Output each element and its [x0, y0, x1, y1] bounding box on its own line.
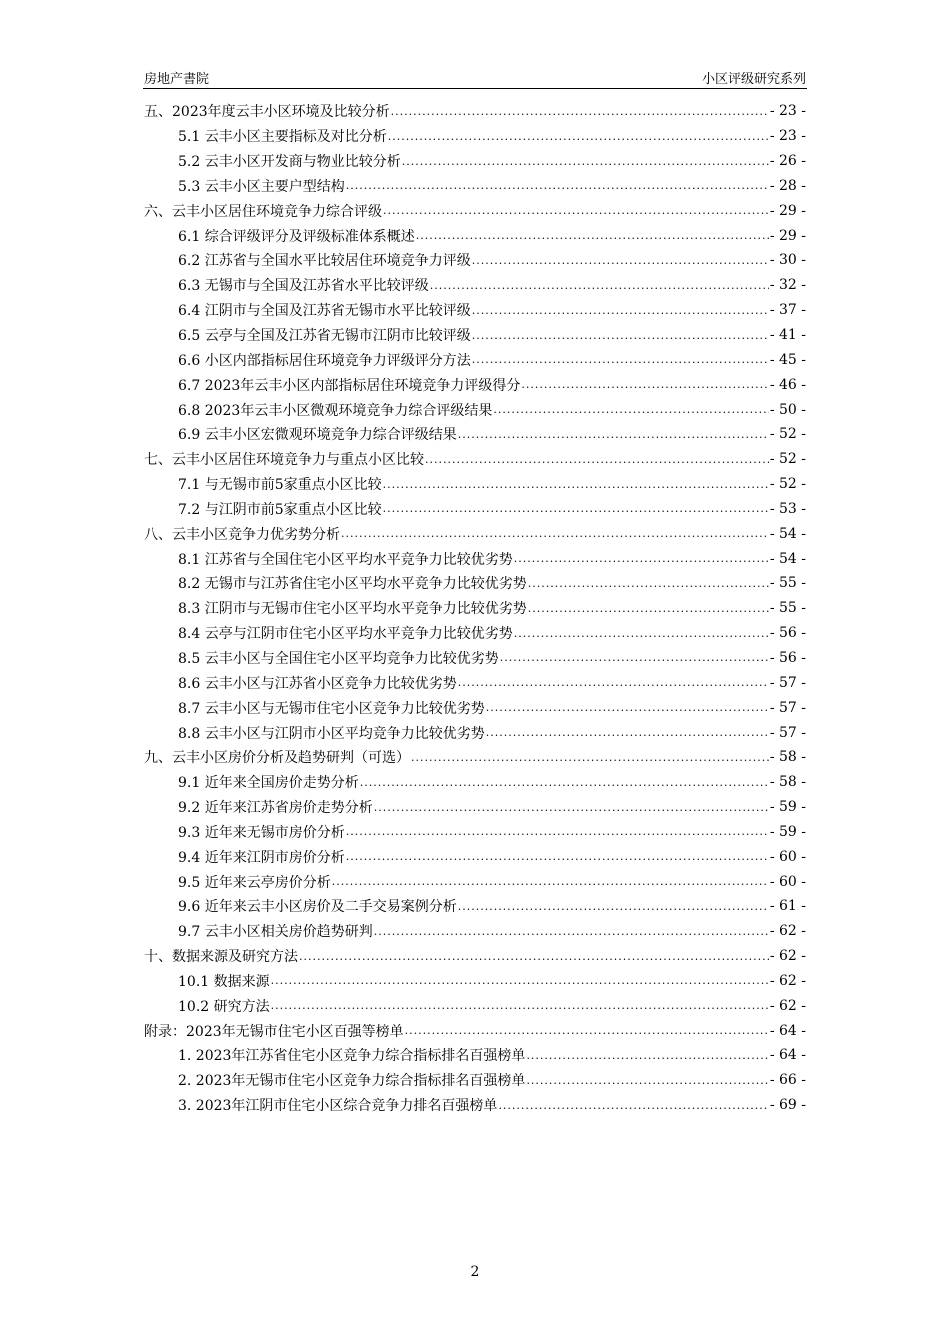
- toc-section-entry[interactable]: [144, 1068, 806, 1093]
- toc-section-entry[interactable]: [144, 621, 806, 646]
- dot-leader: [521, 378, 768, 391]
- toc-section-entry[interactable]: [144, 770, 806, 795]
- toc-entry-page: - 57 -: [769, 674, 806, 691]
- toc-entry-title: 附录：2023年无锡市住宅小区百强等榜单: [144, 1023, 404, 1040]
- toc-entry-page: - 64 -: [769, 1047, 806, 1064]
- dot-leader: [299, 950, 769, 963]
- toc-section-entry[interactable]: [144, 174, 806, 199]
- toc-entry-page: - 55 -: [769, 575, 806, 592]
- toc-section-entry[interactable]: [144, 124, 806, 149]
- toc-entry-page: - 32 -: [769, 277, 806, 294]
- dot-leader: [526, 1074, 768, 1087]
- toc-chapter-entry[interactable]: [144, 99, 806, 124]
- toc-entry-title: 10.1 数据来源: [178, 973, 270, 990]
- toc-section-entry[interactable]: [144, 497, 806, 522]
- toc-entry-page: - 50 -: [769, 401, 806, 418]
- toc-chapter-entry[interactable]: [144, 447, 806, 472]
- dot-leader: [346, 825, 769, 838]
- dot-leader: [271, 974, 769, 987]
- toc-section-entry[interactable]: [144, 720, 806, 745]
- toc-section-entry[interactable]: [144, 546, 806, 571]
- toc-entry-page: - 57 -: [769, 699, 806, 716]
- toc-section-entry[interactable]: [144, 670, 806, 695]
- toc-section-entry[interactable]: [144, 397, 806, 422]
- toc-entry-page: - 23 -: [769, 103, 806, 120]
- toc-section-entry[interactable]: [144, 347, 806, 372]
- table-of-contents: [144, 99, 806, 1118]
- dot-leader: [458, 676, 769, 689]
- toc-entry-page: - 41 -: [769, 327, 806, 344]
- toc-entry-title: 1. 2023年江苏省住宅小区竞争力综合指标排名百强榜单: [178, 1048, 526, 1065]
- toc-entry-page: - 59 -: [769, 799, 806, 816]
- toc-chapter-entry[interactable]: [144, 1018, 806, 1043]
- toc-entry-page: - 23 -: [769, 128, 806, 145]
- toc-entry-title: 6.8 2023年云丰小区微观环境竞争力综合评级结果: [178, 402, 493, 419]
- dot-leader: [430, 279, 769, 292]
- toc-section-entry[interactable]: [144, 223, 806, 248]
- toc-entry-page: - 62 -: [769, 997, 806, 1014]
- toc-section-entry[interactable]: [144, 248, 806, 273]
- toc-entry-page: - 53 -: [769, 500, 806, 517]
- toc-entry-page: - 56 -: [769, 649, 806, 666]
- toc-entry-page: - 54 -: [769, 525, 806, 542]
- dot-leader: [383, 478, 769, 491]
- dot-leader: [498, 1099, 768, 1112]
- toc-entry-title: 9.4 近年来江阴市房价分析: [178, 849, 345, 866]
- toc-entry-page: - 69 -: [769, 1097, 806, 1114]
- toc-entry-title: 6.1 综合评级评分及评级标准体系概述: [178, 228, 415, 245]
- toc-entry-page: - 46 -: [769, 376, 806, 393]
- dot-leader: [383, 502, 769, 515]
- toc-section-entry[interactable]: [144, 1093, 806, 1118]
- toc-entry-title: 8.3 江阴市与无锡市住宅小区平均水平竞争力比较优劣势: [178, 601, 527, 618]
- toc-entry-title: 2. 2023年无锡市住宅小区竞争力综合指标排名百强榜单: [178, 1073, 526, 1090]
- toc-section-entry[interactable]: [144, 844, 806, 869]
- toc-entry-title: 8.6 云丰小区与江苏省小区竞争力比较优劣势: [178, 675, 457, 692]
- toc-entry-title: 8.2 无锡市与江苏省住宅小区平均水平竞争力比较优劣势: [178, 576, 527, 593]
- dot-leader: [346, 850, 769, 863]
- page-number: 2: [470, 1264, 480, 1280]
- dot-leader: [388, 130, 769, 143]
- toc-chapter-entry[interactable]: [144, 745, 806, 770]
- toc-entry-page: - 64 -: [769, 1022, 806, 1039]
- toc-entry-page: - 57 -: [769, 724, 806, 741]
- toc-section-entry[interactable]: [144, 646, 806, 671]
- toc-entry-page: - 66 -: [769, 1072, 806, 1089]
- toc-entry-title: 9.7 云丰小区相关房价趋势研判: [178, 924, 373, 941]
- toc-entry-page: - 28 -: [769, 177, 806, 194]
- toc-entry-title: 6.7 2023年云丰小区内部指标居住环境竞争力评级得分: [178, 377, 521, 394]
- toc-entry-page: - 30 -: [769, 252, 806, 269]
- dot-leader: [458, 900, 769, 913]
- dot-leader: [374, 801, 769, 814]
- dot-leader: [514, 627, 769, 640]
- toc-entry-page: - 58 -: [769, 774, 806, 791]
- toc-entry-title: 6.2 江苏省与全国水平比较居住环境竞争力评级: [178, 253, 471, 270]
- toc-entry-title: 七、云丰小区居住环境竞争力与重点小区比较: [144, 452, 424, 469]
- toc-section-entry[interactable]: [144, 372, 806, 397]
- toc-section-entry[interactable]: [144, 596, 806, 621]
- toc-entry-title: 九、云丰小区房价分析及趋势研判（可选）: [144, 750, 410, 767]
- toc-entry-page: - 29 -: [769, 202, 806, 219]
- toc-entry-title: 6.5 云亭与全国及江苏省无锡市江阴市比较评级: [178, 328, 471, 345]
- toc-entry-title: 8.7 云丰小区与无锡市住宅小区竞争力比较优劣势: [178, 700, 485, 717]
- dot-leader: [341, 527, 769, 540]
- toc-entry-title: 5.1 云丰小区主要指标及对比分析: [178, 129, 387, 146]
- toc-entry-title: 9.2 近年来江苏省房价走势分析: [178, 800, 373, 817]
- toc-entry-title: 8.8 云丰小区与江阴市小区平均竞争力比较优劣势: [178, 725, 485, 742]
- dot-leader: [472, 329, 769, 342]
- toc-entry-page: - 60 -: [769, 873, 806, 890]
- toc-entry-page: - 60 -: [769, 848, 806, 865]
- toc-entry-page: - 52 -: [769, 426, 806, 443]
- dot-leader: [383, 204, 769, 217]
- toc-entry-page: - 26 -: [769, 153, 806, 170]
- toc-entry-title: 6.6 小区内部指标居住环境竞争力评级评分方法: [178, 352, 471, 369]
- toc-section-entry[interactable]: [144, 571, 806, 596]
- toc-entry-page: - 55 -: [769, 600, 806, 617]
- dot-leader: [271, 999, 769, 1012]
- header-publisher: 房地产書院: [144, 72, 210, 87]
- dot-leader: [360, 776, 769, 789]
- dot-leader: [405, 1024, 769, 1037]
- toc-entry-page: - 37 -: [769, 302, 806, 319]
- dot-leader: [472, 353, 769, 366]
- toc-entry-title: 5.2 云丰小区开发商与物业比较分析: [178, 154, 401, 171]
- toc-entry-title: 5.3 云丰小区主要户型结构: [178, 178, 345, 195]
- toc-section-entry[interactable]: [144, 894, 806, 919]
- dot-leader: [514, 552, 769, 565]
- toc-entry-page: - 45 -: [769, 351, 806, 368]
- toc-entry-page: - 61 -: [769, 898, 806, 915]
- dot-leader: [374, 925, 769, 938]
- toc-section-entry[interactable]: [144, 869, 806, 894]
- toc-entry-page: - 56 -: [769, 625, 806, 642]
- toc-section-entry[interactable]: [144, 969, 806, 994]
- dot-leader: [411, 751, 769, 764]
- toc-section-entry[interactable]: [144, 819, 806, 844]
- toc-entry-title: 六、云丰小区居住环境竞争力综合评级: [144, 203, 382, 220]
- toc-chapter-entry[interactable]: [144, 521, 806, 546]
- toc-entry-page: - 62 -: [769, 972, 806, 989]
- toc-section-entry[interactable]: [144, 149, 806, 174]
- toc-entry-page: - 52 -: [769, 451, 806, 468]
- dot-leader: [500, 651, 769, 664]
- toc-entry-title: 6.3 无锡市与全国及江苏省水平比较评级: [178, 278, 429, 295]
- toc-entry-title: 9.5 近年来云亭房价分析: [178, 874, 331, 891]
- toc-entry-title: 8.4 云亭与江阴市住宅小区平均水平竞争力比较优劣势: [178, 626, 513, 643]
- toc-entry-page: - 58 -: [769, 749, 806, 766]
- toc-entry-title: 9.1 近年来全国房价走势分析: [178, 775, 359, 792]
- toc-entry-title: 9.6 近年来云丰小区房价及二手交易案例分析: [178, 899, 457, 916]
- toc-entry-title: 3. 2023年江阴市住宅小区综合竞争力排名百强榜单: [178, 1098, 498, 1115]
- toc-entry-title: 6.9 云丰小区宏微观环境竞争力综合评级结果: [178, 427, 457, 444]
- dot-leader: [493, 403, 768, 416]
- dot-leader: [458, 428, 769, 441]
- toc-entry-title: 6.4 江阴市与全国及江苏省无锡市水平比较评级: [178, 303, 471, 320]
- toc-entry-title: 8.1 江苏省与全国住宅小区平均水平竞争力比较优劣势: [178, 551, 513, 568]
- toc-entry-title: 五、2023年度云丰小区环境及比较分析: [144, 104, 390, 121]
- toc-section-entry[interactable]: [144, 1043, 806, 1068]
- dot-leader: [391, 105, 769, 118]
- dot-leader: [346, 179, 769, 192]
- toc-section-entry[interactable]: [144, 298, 806, 323]
- toc-chapter-entry[interactable]: [144, 944, 806, 969]
- dot-leader: [402, 155, 769, 168]
- toc-section-entry[interactable]: [144, 472, 806, 497]
- dot-leader: [486, 701, 769, 714]
- dot-leader: [332, 875, 769, 888]
- dot-leader: [528, 602, 769, 615]
- dot-leader: [526, 1049, 768, 1062]
- page-header: [143, 66, 807, 89]
- toc-entry-title: 10.2 研究方法: [178, 998, 270, 1015]
- toc-entry-page: - 29 -: [769, 227, 806, 244]
- toc-entry-page: - 62 -: [769, 948, 806, 965]
- toc-section-entry[interactable]: [144, 273, 806, 298]
- toc-chapter-entry[interactable]: [144, 198, 806, 223]
- toc-section-entry[interactable]: [144, 422, 806, 447]
- toc-entry-title: 7.1 与无锡市前5家重点小区比较: [178, 477, 382, 494]
- toc-entry-page: - 62 -: [769, 923, 806, 940]
- toc-section-entry[interactable]: [144, 795, 806, 820]
- toc-entry-page: - 59 -: [769, 823, 806, 840]
- toc-entry-page: - 52 -: [769, 476, 806, 493]
- toc-entry-title: 7.2 与江阴市前5家重点小区比较: [178, 501, 382, 518]
- dot-leader: [472, 254, 769, 267]
- dot-leader: [416, 229, 769, 242]
- toc-section-entry[interactable]: [144, 323, 806, 348]
- toc-entry-title: 八、云丰小区竞争力优劣势分析: [144, 526, 340, 543]
- header-series-title: 小区评级研究系列: [701, 72, 806, 87]
- dot-leader: [425, 453, 769, 466]
- toc-entry-title: 十、数据来源及研究方法: [144, 949, 298, 966]
- dot-leader: [528, 577, 769, 590]
- toc-entry-title: 9.3 近年来无锡市房价分析: [178, 824, 345, 841]
- dot-leader: [472, 304, 769, 317]
- dot-leader: [486, 726, 769, 739]
- toc-section-entry[interactable]: [144, 993, 806, 1018]
- toc-entry-page: - 54 -: [769, 550, 806, 567]
- toc-section-entry[interactable]: [144, 919, 806, 944]
- toc-entry-title: 8.5 云丰小区与全国住宅小区平均竞争力比较优劣势: [178, 650, 499, 667]
- toc-section-entry[interactable]: [144, 695, 806, 720]
